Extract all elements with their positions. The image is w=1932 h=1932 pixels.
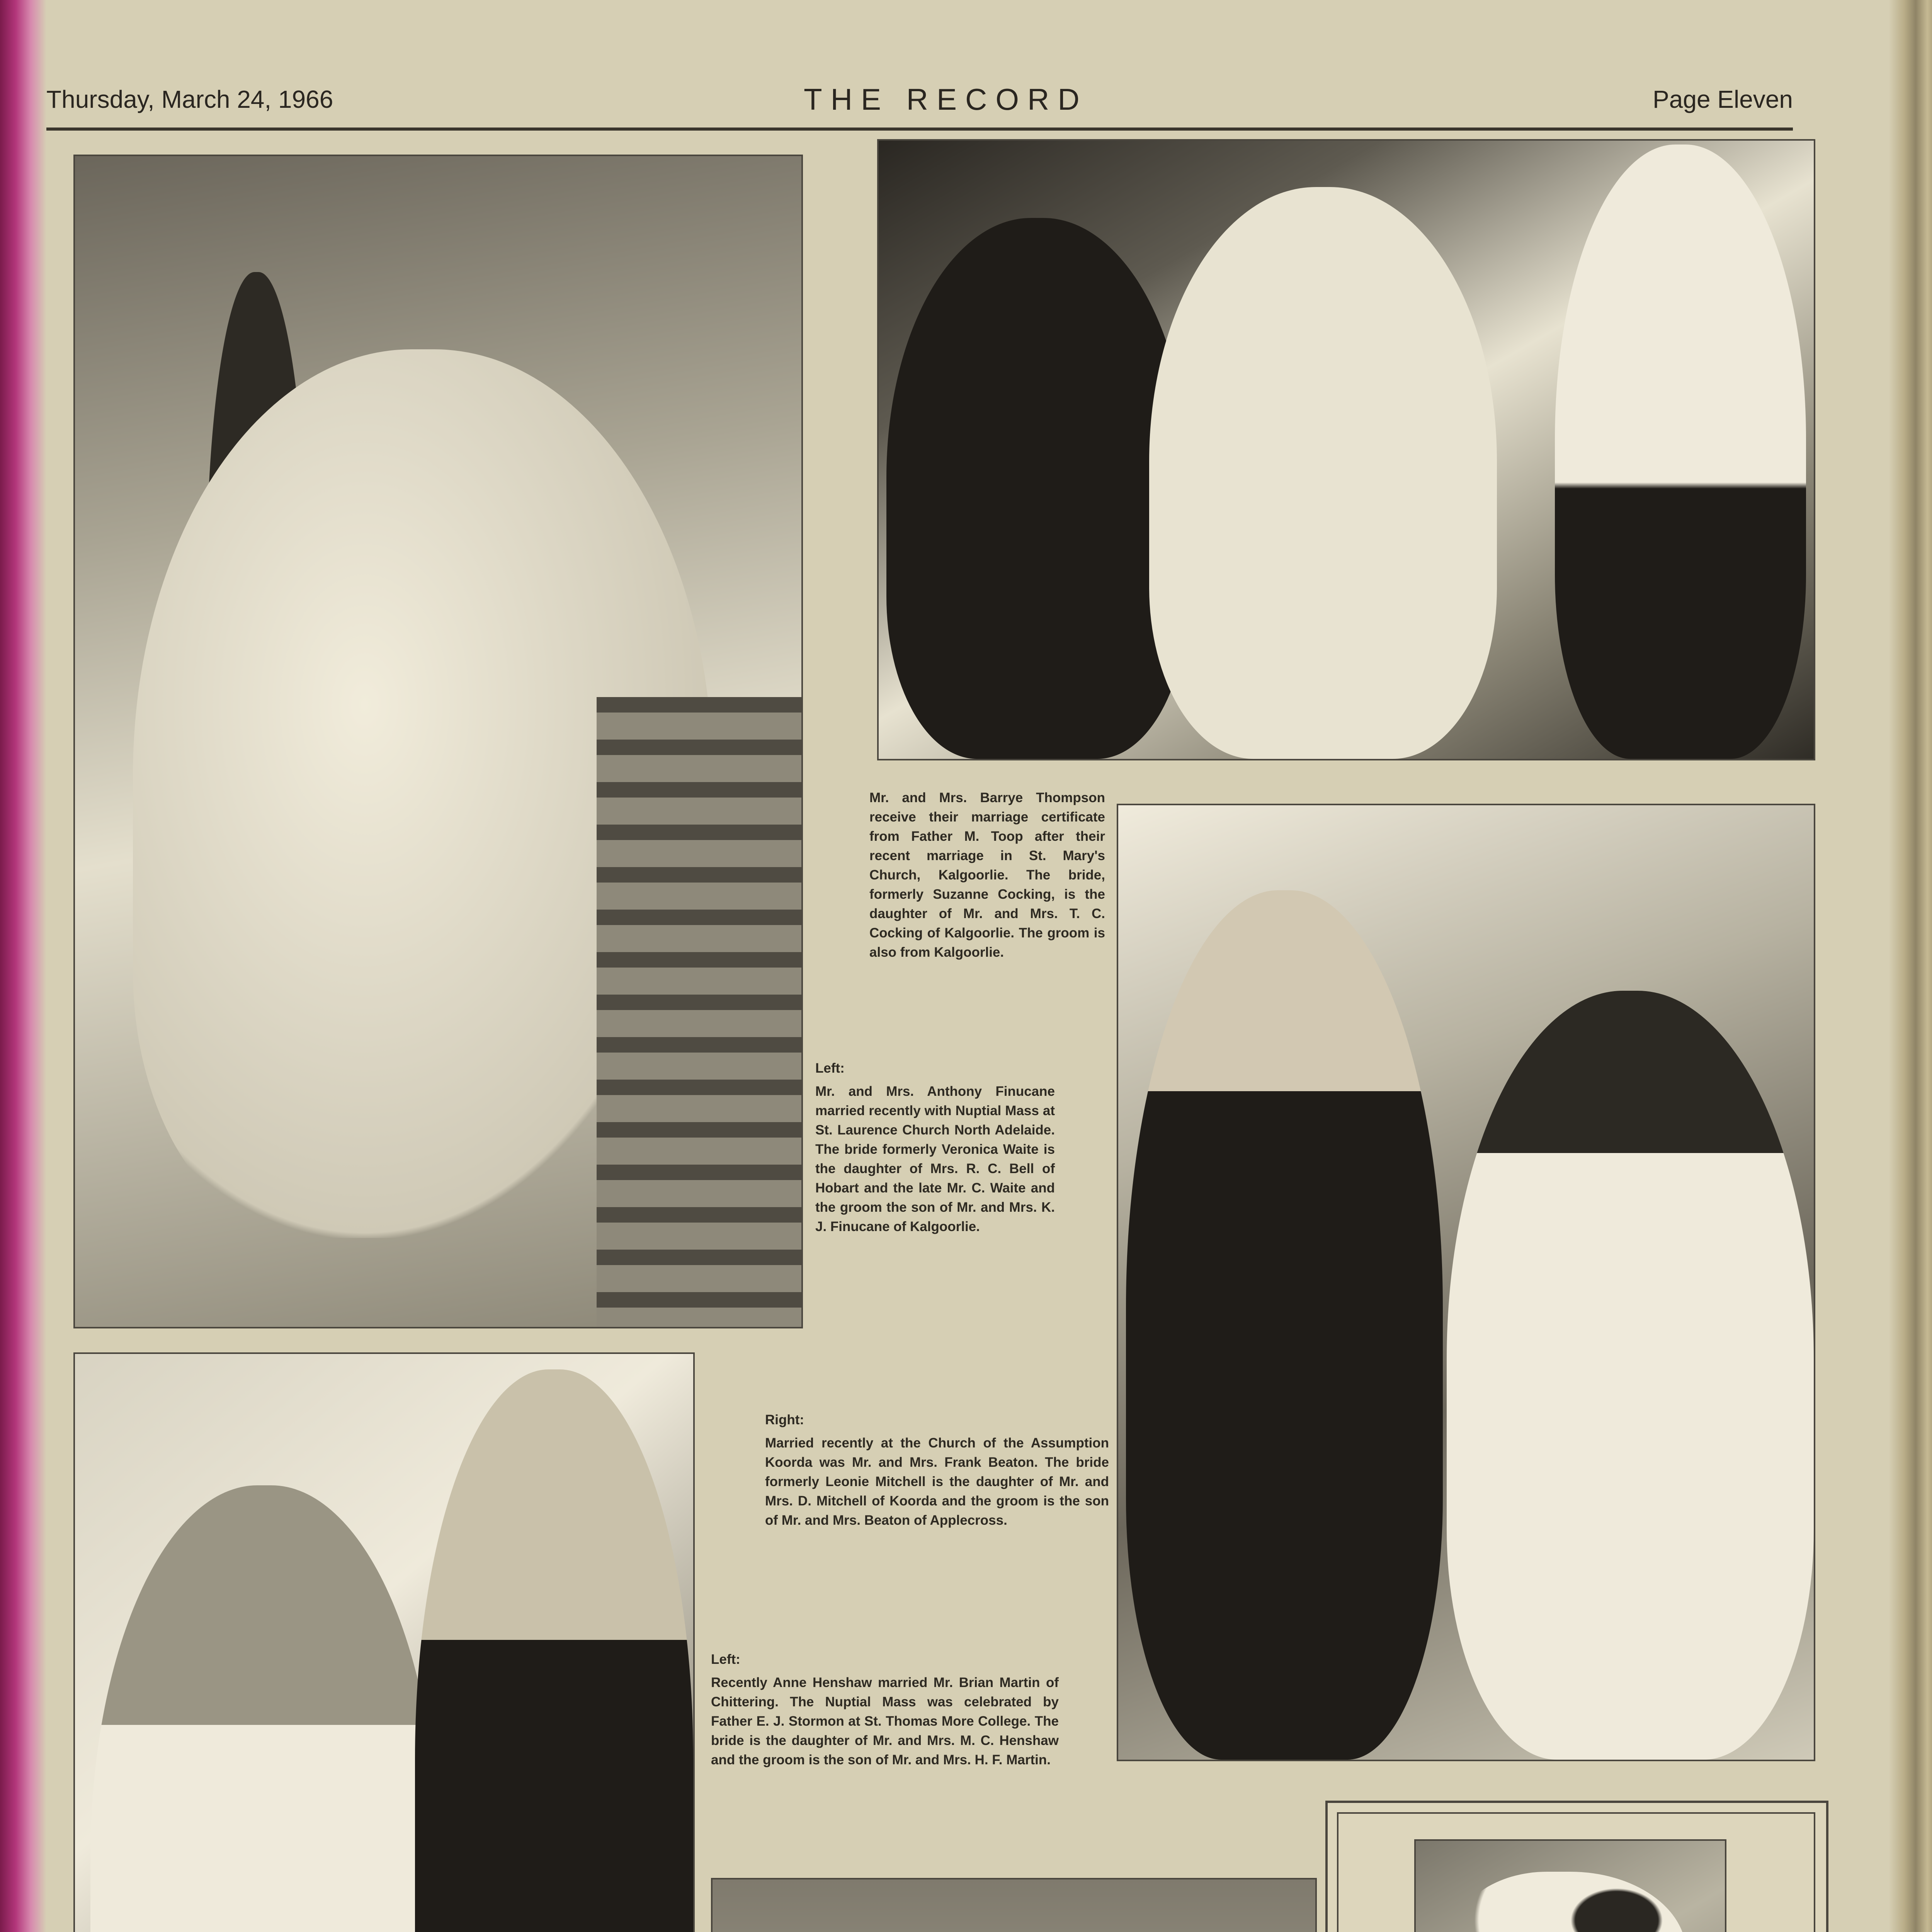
photo-thompson-wedding xyxy=(877,139,1815,760)
dog-figurine xyxy=(1454,1872,1686,1932)
page-header xyxy=(46,77,1793,128)
caption-finucane-text: Mr. and Mrs. Anthony Finucane married recently with Nuptial Mass at St. Laurence Church North Adelaide. The bride formerly Veronica Waite is the daughter of Mrs. R. C. Bell of Hobart and the late Mr. C. Waite and the groom the son of Mr. and Mrs. K. J. Finucane of Kalgoorlie. xyxy=(815,1084,1055,1234)
caption-martin-text: Recently Anne Henshaw married Mr. Brian Martin of Chittering. The Nuptial Mass was celebrated by Father E. J. Stormon at St. Thomas More College. The bride is the daughter of Mr. and Mrs. M. C. Henshaw and the groom is the son of Mr. and Mrs. H. F. Martin. xyxy=(711,1675,1059,1767)
header-rule xyxy=(46,128,1793,131)
church-steps xyxy=(597,697,801,1327)
cocker-spaniel-figurine-photo xyxy=(1414,1839,1726,1932)
caption-martin-label: Left: xyxy=(711,1652,740,1667)
photo-martin-wedding xyxy=(73,1352,695,1932)
priest-figure xyxy=(1555,145,1806,759)
header-date: Thursday, March 24, 1966 xyxy=(46,85,333,113)
page-right-edge xyxy=(1889,0,1932,1932)
caption-finucane-label: Left: xyxy=(815,1061,845,1076)
caption-thompson-text: Mr. and Mrs. Barrye Thompson receive their marriage certificate from Father M. Toop after their recent marriage in St. Mary's Church, Kalgoorlie. The bride, formerly Suzanne Cocking, is the daughter of Mr. and Mrs. T. C. Cocking of Kalgoorlie. The groom is also from Kalgoorlie. xyxy=(869,790,1105,960)
caption-finucane xyxy=(815,1059,1055,1236)
caption-beaton xyxy=(765,1410,1109,1530)
caption-beaton-label: Right: xyxy=(765,1412,804,1427)
photo-sullivan-wedding xyxy=(711,1878,1317,1932)
groom-figure xyxy=(886,218,1188,759)
caption-beaton-text: Married recently at the Church of the Assumption Koorda was Mr. and Mrs. Frank Beaton. The bride formerly Leonie Mitchell is the daughter of Mr. and Mrs. D. Mitchell of Koorda and the groom is the son of Mr. and Mrs. Beaton of Applecross. xyxy=(765,1435,1109,1528)
header-page-number: Page Eleven xyxy=(1653,85,1793,113)
groom-figure xyxy=(1126,890,1443,1760)
caption-martin xyxy=(711,1650,1059,1770)
page-binding-edge xyxy=(0,0,46,1932)
photo-finucane-wedding xyxy=(73,155,803,1328)
groom-figure xyxy=(415,1369,693,1932)
bride-figure xyxy=(1149,187,1497,759)
bride-figure xyxy=(1447,991,1814,1760)
photo-beaton-wedding xyxy=(1117,804,1815,1761)
header-title: THE RECORD xyxy=(804,82,1088,116)
caption-thompson xyxy=(869,788,1105,962)
bride-figure xyxy=(90,1485,438,1932)
